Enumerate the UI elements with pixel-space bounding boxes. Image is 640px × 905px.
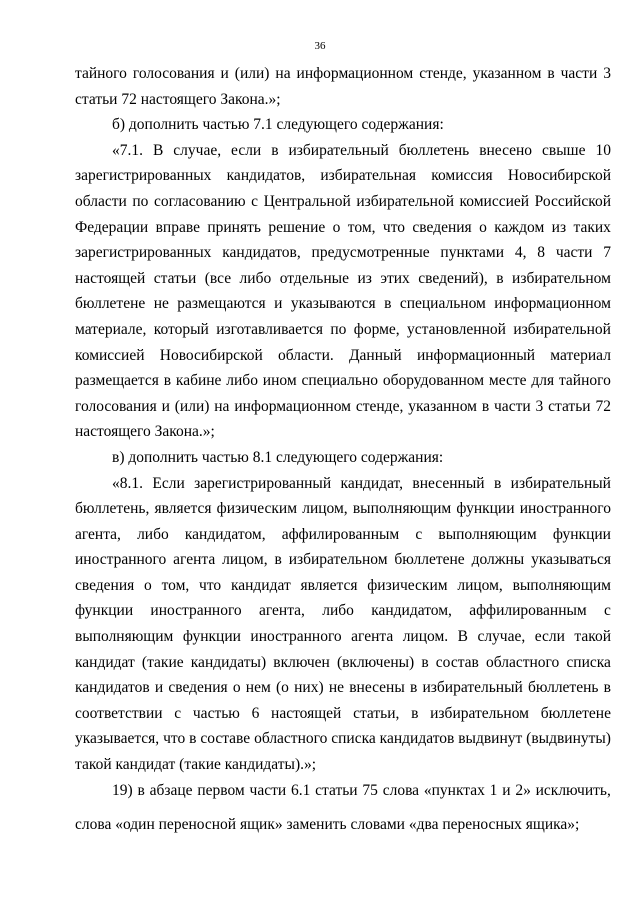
text-line: 19) в абзаце первом части 6.1 статьи 75 слова «пунктах 1 и 2» исключить, bbox=[112, 781, 611, 799]
text-line: слова «один переносной ящик» заменить словами «два переносных ящика»; bbox=[75, 815, 580, 833]
text-line: Федерации вправе принять решение о том, что сведения о каждом из таких bbox=[75, 218, 611, 236]
page-number: 36 bbox=[314, 40, 326, 52]
text-line: кандидатов и сведения о нем (о них) не внесены в избирательный бюллетень в bbox=[75, 679, 611, 697]
text-line: агента, либо кандидатом, аффилированным с выполняющим функции bbox=[75, 525, 611, 543]
text-line: зарегистрированных кандидатов, избирательная комиссия Новосибирской bbox=[75, 167, 611, 185]
text-line: голосования и (или) на информационном стенде, указанном в части 3 статьи 72 bbox=[75, 397, 611, 415]
text-line: комиссией Новосибирской области. Данный информационный материал bbox=[75, 346, 611, 364]
text-line: указывается, что в составе областного списка кандидатов выдвинут (выдвинуты) bbox=[75, 730, 611, 748]
text-line: такой кандидат (такие кандидаты).»; bbox=[75, 756, 317, 774]
text-line: б) дополнить частью 7.1 следующего содержания: bbox=[112, 116, 444, 134]
text-line: тайного голосования и (или) на информационном стенде, указанном в части 3 bbox=[75, 65, 611, 82]
text-line: иностранного агента лицом, в избирательном бюллетене должны указываться bbox=[75, 551, 611, 569]
text-line: выполняющим функции иностранного агента лицом. В случае, если такой bbox=[75, 628, 611, 646]
text-line: размещается в кабине либо ином специально оборудованном месте для тайного bbox=[75, 372, 611, 390]
text-line: настоящей статьи (все либо отдельные из этих сведений), в избирательном bbox=[75, 269, 611, 287]
text-line: кандидат (такие кандидаты) включен (включены) в состав областного списка bbox=[75, 653, 611, 671]
document-body bbox=[75, 61, 611, 837]
text-line: функции иностранного агента, либо кандидатом, аффилированным с bbox=[75, 602, 611, 620]
text-line: бюллетене не размещаются и указываются в специальном информационном bbox=[75, 295, 611, 313]
text-line: зарегистрированных кандидатов, предусмотренные пунктами 4, 8 части 7 bbox=[75, 244, 611, 262]
text-line: «8.1. Если зарегистрированный кандидат, внесенный в избирательный bbox=[112, 474, 611, 492]
text-line: бюллетень, является физическим лицом, выполняющим функции иностранного bbox=[75, 500, 611, 518]
text-line: области по согласованию с Центральной избирательной комиссией Российской bbox=[75, 192, 611, 210]
text-line: статьи 72 настоящего Закона.»; bbox=[75, 90, 281, 108]
text-line: соответствии с частью 6 настоящей статьи, в избирательном бюллетене bbox=[75, 704, 611, 722]
text-line: материале, который изготавливается по форме, установленной избирательной bbox=[75, 320, 611, 338]
text-line: «7.1. В случае, если в избирательный бюллетень внесено свыше 10 bbox=[112, 141, 611, 159]
text-line: в) дополнить частью 8.1 следующего содержания: bbox=[112, 448, 444, 466]
text-line: настоящего Закона.»; bbox=[75, 423, 215, 441]
text-line: сведения о том, что кандидат является физическим лицом, выполняющим bbox=[75, 576, 611, 594]
